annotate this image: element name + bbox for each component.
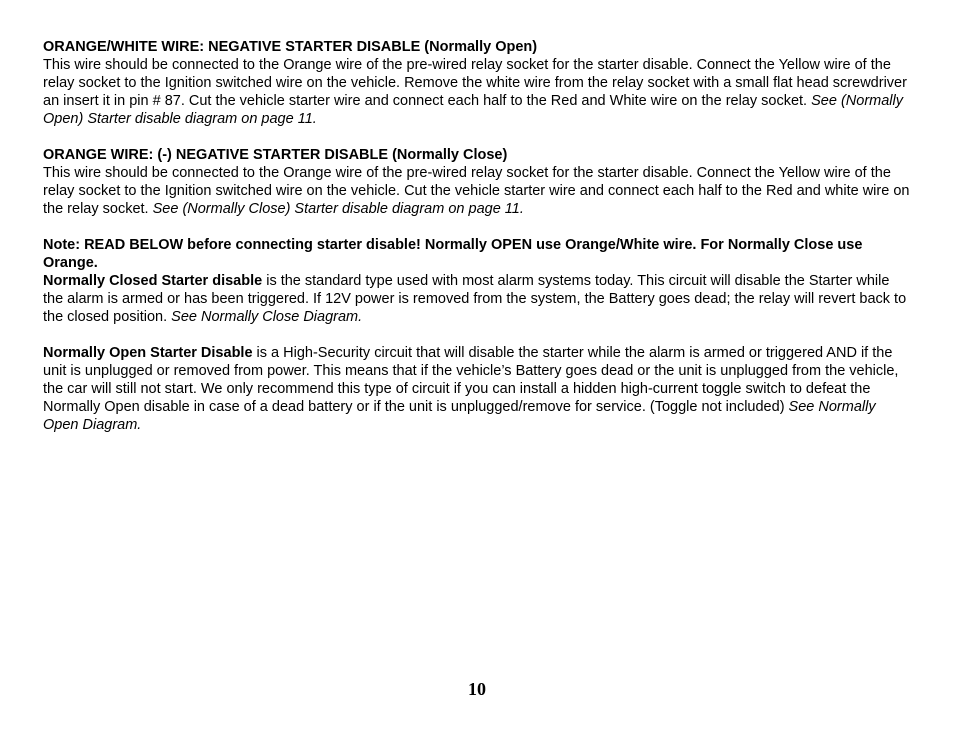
page-content (43, 38, 913, 452)
diagram-reference: See (Normally Close) Starter disable diagram on page 11. (152, 201, 524, 217)
section-note (43, 236, 913, 326)
normally-open-body: is a High-Security circuit that will disable the starter while the alarm is armed or triggered AND if the unit is unplugged or removed from power. This means that if the vehicle’s Battery goes dead or the unit is unplugged from the vehicle, the car will still not start. We only recommend this type of circuit if you can install a hidden high-current toggle switch to defeat the Normally Open disable in case of a dead battery or if the unit is unplugged/remove for service. (Toggle not included) (43, 345, 899, 415)
section-normally-open (43, 344, 913, 434)
normally-open-paragraph (43, 344, 913, 434)
note-paragraph (43, 272, 913, 326)
section-body: This wire should be connected to the Orange wire of the pre-wired relay socket for the starter disable. Connect the Yellow wire of the relay socket to the Ignition switched wire on the vehicle. Remove the white wire from the relay socket with a small flat head screwdriver an insert it in pin # 87. Cut the vehicle starter wire and connect each half to the Red and White wire on the relay socket. (43, 57, 907, 109)
normally-open-term: Normally Open Starter Disable (43, 345, 253, 361)
note-heading: Note: READ BELOW before connecting starter disable! Normally OPEN use Orange/White wire. For Normally Close use Orange. (43, 237, 863, 271)
normally-closed-body: is the standard type used with most alarm systems today. This circuit will disable the Starter while the alarm is armed or has been triggered. If 12V power is removed from the system, the Battery goes dead; the relay will revert back to the closed position. (43, 273, 907, 325)
diagram-reference: See Normally Close Diagram. (171, 309, 363, 325)
section-body: This wire should be connected to the Orange wire of the pre-wired relay socket for the starter disable. Connect the Yellow wire of the relay socket to the Ignition switched wire on the vehicle. Cut the vehicle starter wire and connect each half to the Red and white wire on the relay socket. (43, 165, 910, 217)
section-heading: ORANGE/WHITE WIRE: NEGATIVE STARTER DISABLE (Normally Open) (43, 39, 538, 55)
section-paragraph (43, 164, 913, 218)
section-heading: ORANGE WIRE: (-) NEGATIVE STARTER DISABLE (Normally Close) (43, 147, 508, 163)
diagram-reference: See (Normally Open) Starter disable diagram on page 11. (43, 93, 903, 127)
normally-closed-term: Normally Closed Starter disable (43, 273, 263, 289)
section-orange-white-wire (43, 38, 913, 128)
section-paragraph (43, 56, 913, 128)
section-orange-wire (43, 146, 913, 218)
diagram-reference: See Normally Open Diagram. (43, 399, 876, 433)
page-number: 10 (468, 679, 486, 699)
